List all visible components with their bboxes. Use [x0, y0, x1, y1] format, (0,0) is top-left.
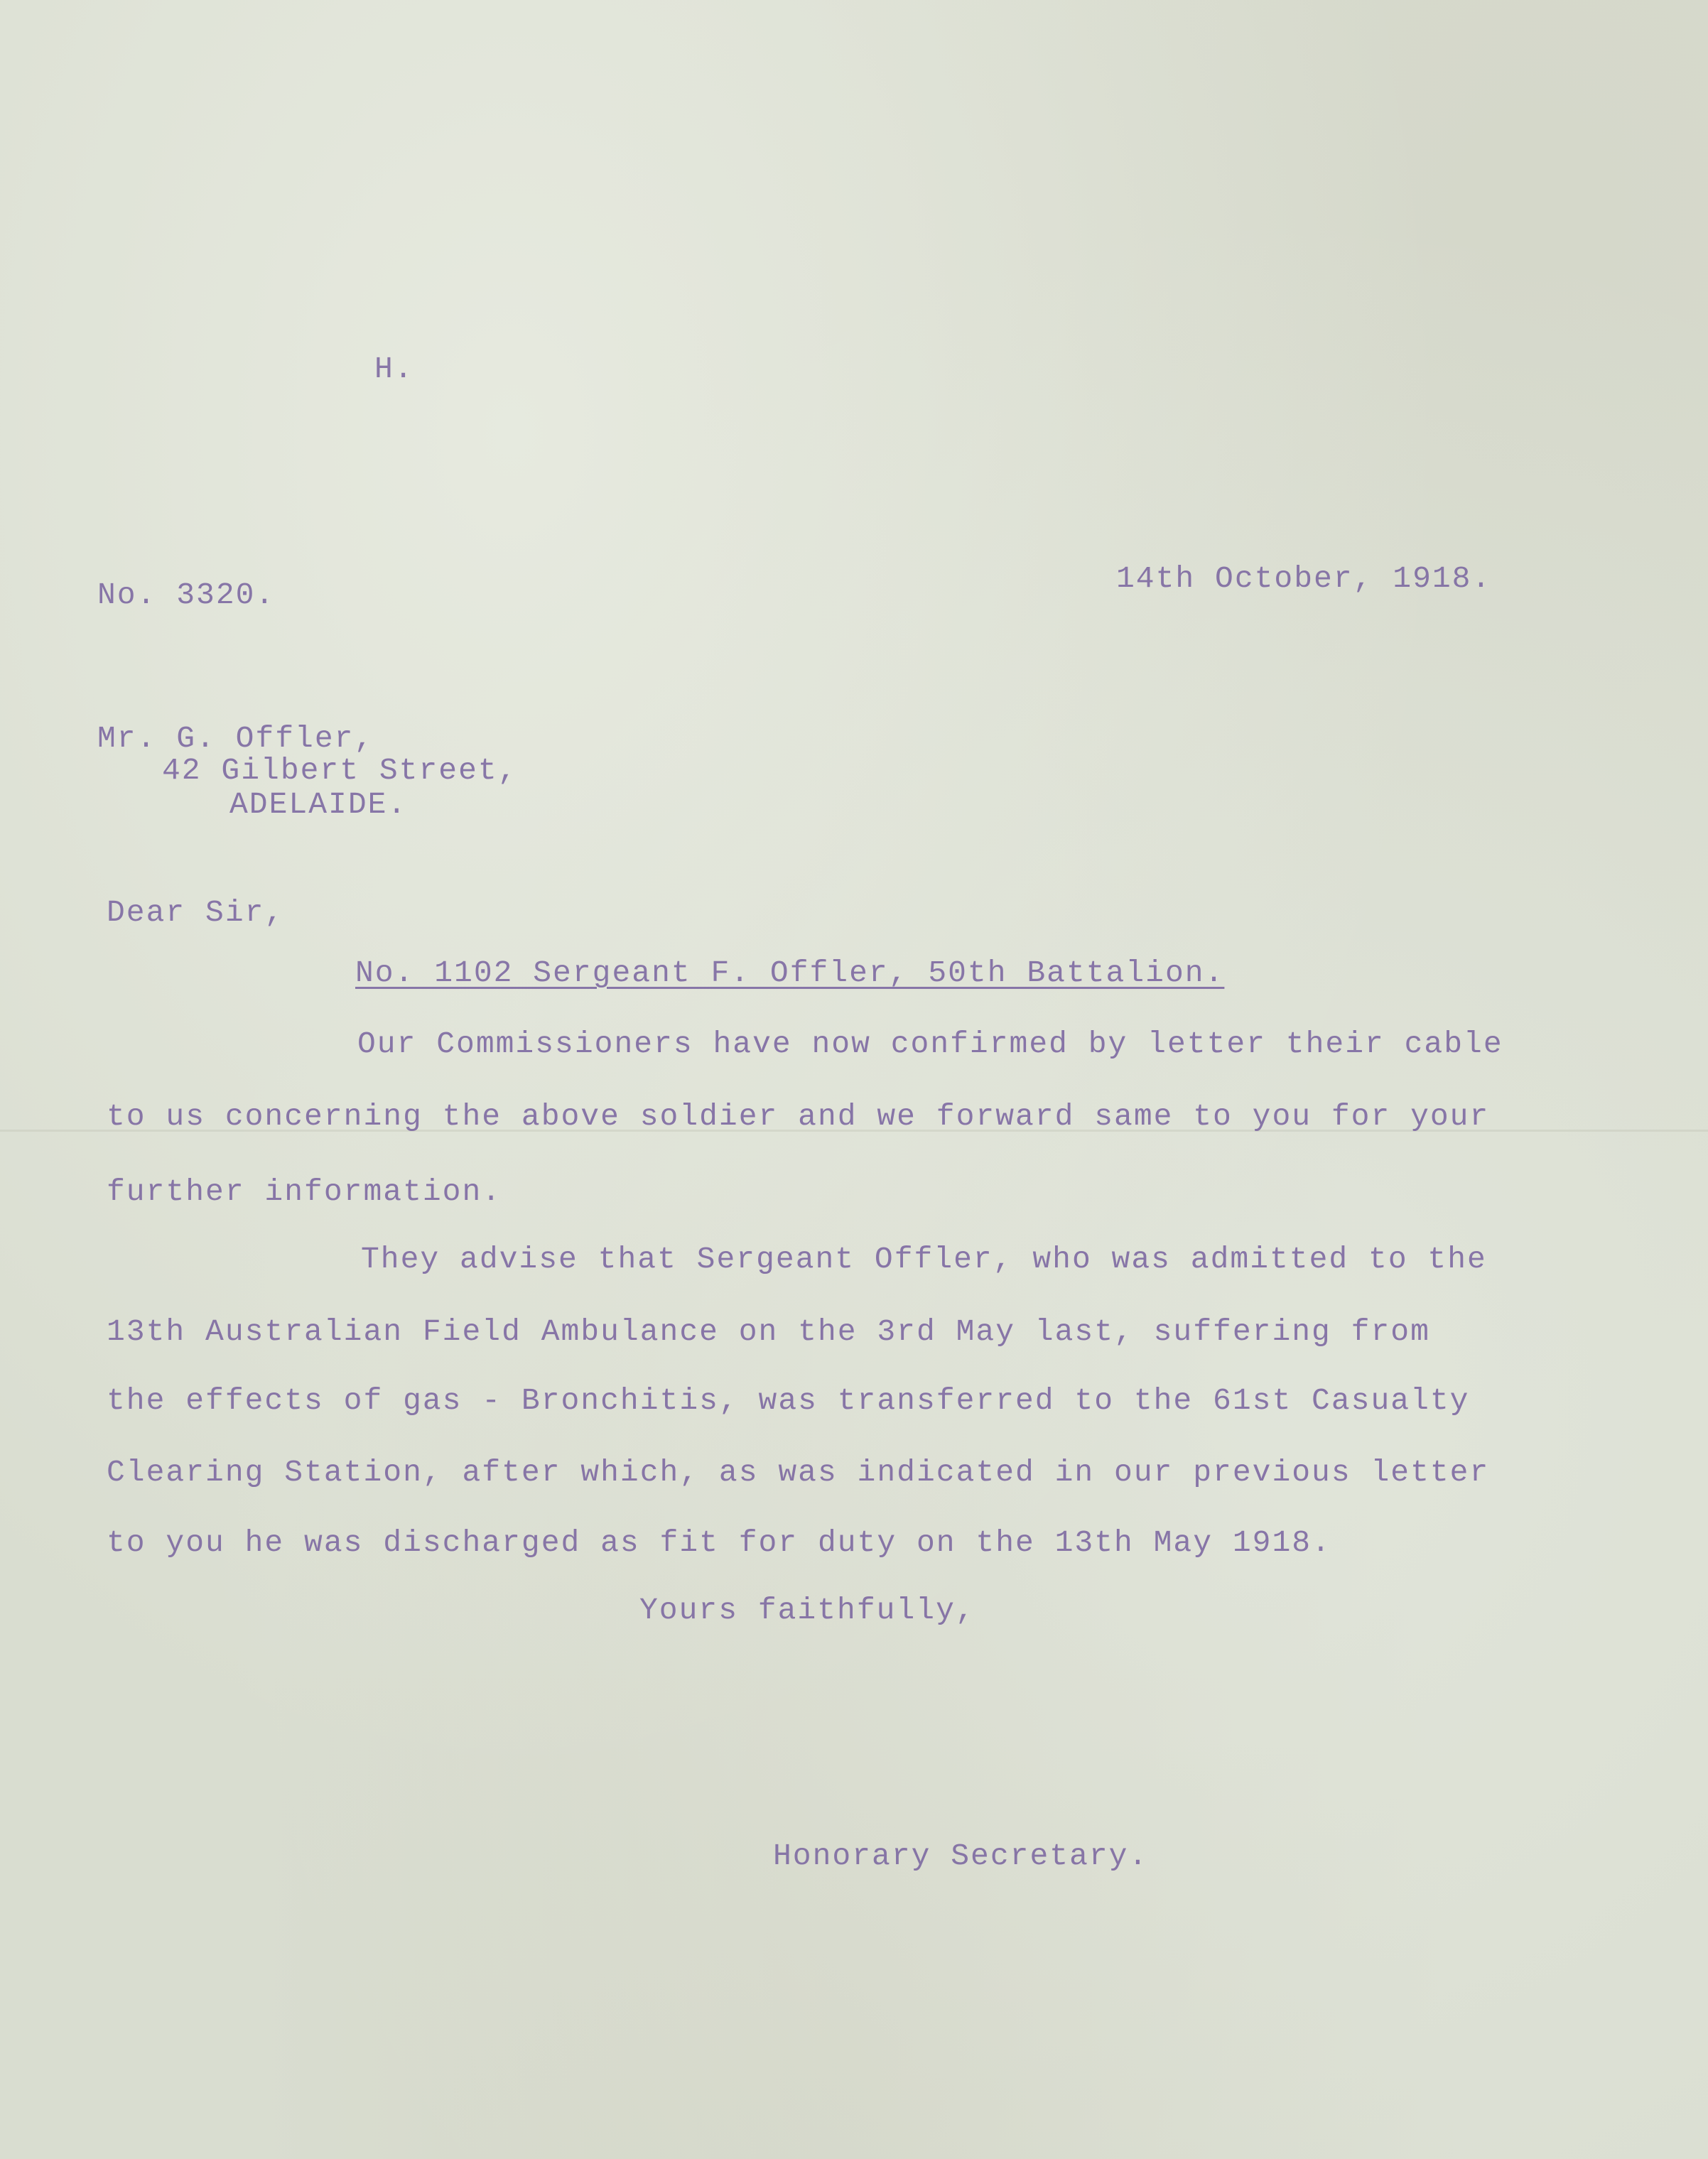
paragraph1-line3: further information. [107, 1174, 502, 1209]
paragraph2-line1: They advise that Sergeant Offler, who was admitted to the [361, 1242, 1487, 1277]
reference-number: No. 3320. [97, 578, 276, 612]
paragraph2-line3: the effects of gas - Bronchitis, was transferred to the 61st Casualty [107, 1383, 1470, 1418]
closing: Yours faithfully, [639, 1593, 975, 1628]
paragraph2-line5: to you he was discharged as fit for duty on the 13th May 1918. [107, 1525, 1331, 1560]
paragraph1-line1: Our Commissioners have now confirmed by letter their cable [357, 1027, 1503, 1061]
salutation: Dear Sir, [107, 895, 285, 930]
letter-date: 14th October, 1918. [1116, 561, 1492, 596]
paragraph1-line2: to us concerning the above soldier and we forward same to you for your [107, 1099, 1490, 1134]
recipient-name: Mr. G. Offler, [97, 721, 374, 756]
paragraph2-line2: 13th Australian Field Ambulance on the 3rd May last, suffering from [107, 1314, 1430, 1349]
recipient-city: ADELAIDE. [229, 787, 408, 822]
signatory-title: Honorary Secretary. [773, 1839, 1149, 1873]
paragraph2-line4: Clearing Station, after which, as was indicated in our previous letter [107, 1455, 1490, 1490]
initial-mark: H. [374, 352, 414, 386]
recipient-street: 42 Gilbert Street, [162, 753, 518, 788]
subject-line: No. 1102 Sergeant F. Offler, 50th Battalion. [355, 956, 1225, 990]
